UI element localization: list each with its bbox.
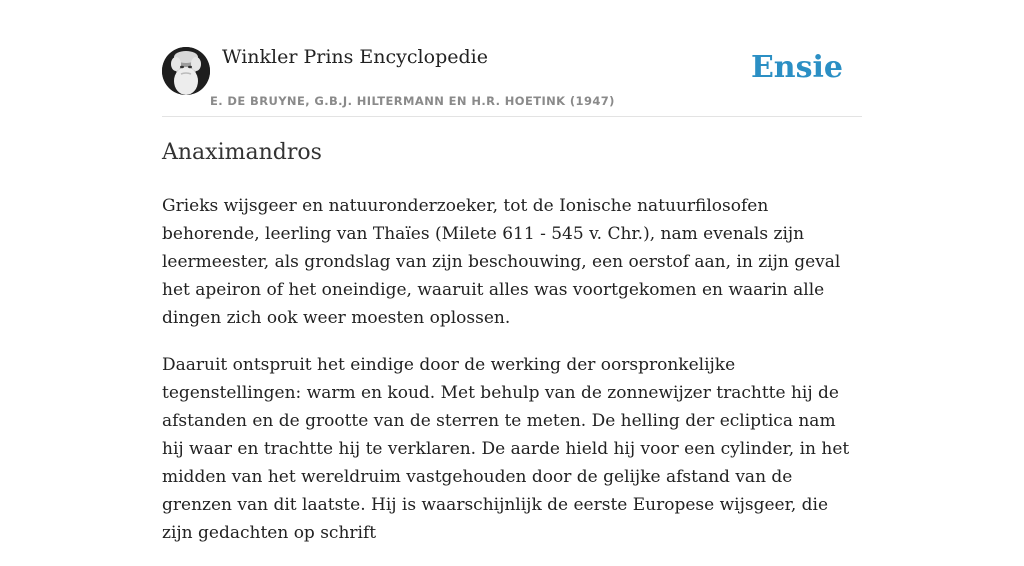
- publication-title[interactable]: Winkler Prins Encyclopedie: [222, 46, 488, 68]
- article-title: Anaximandros: [162, 140, 322, 165]
- page-container: [162, 0, 862, 543]
- article-paragraph: Daaruit ontspruit het eindige door de werking der oorspronkelijke tegenstellingen: warm en koud. Met behulp van de zonnewijzer trachtte hij de afstanden en de grootte van de sterren te meten. De helling der ecliptica nam hij waar en trachtte hij te verklaren. De aarde hield hij voor een cylinder, in het midden van het wereldruim vastgehouden door de gelijke afstand van de grenzen van dit laatste. Hij is waarschijnlijk de eerste Europese wijsgeer, die zijn gedachten op schrift: [162, 355, 850, 543]
- article-paragraph: Grieks wijsgeer en natuuronderzoeker, tot de Ionische natuurfilosofen behorende, leerling van Thaïes (Milete 611 - 545 v. Chr.), nam evenals zijn leermeester, als grondslag van zijn beschouwing, een oerstof aan, in zijn geval het apeiron of het oneindige, waaruit alles was voortgekomen en waarin alle dingen zich ook weer moesten oplossen.: [162, 196, 841, 328]
- publication-authors: E. DE BRUYNE, G.B.J. HILTERMANN EN H.R. HOETINK (1947): [210, 94, 615, 108]
- author-avatar[interactable]: [162, 47, 210, 95]
- bearded-man-portrait-icon: [162, 47, 210, 95]
- article-body: [162, 192, 862, 566]
- ensie-logo[interactable]: Ensie: [750, 50, 843, 85]
- publication-header: [162, 0, 862, 117]
